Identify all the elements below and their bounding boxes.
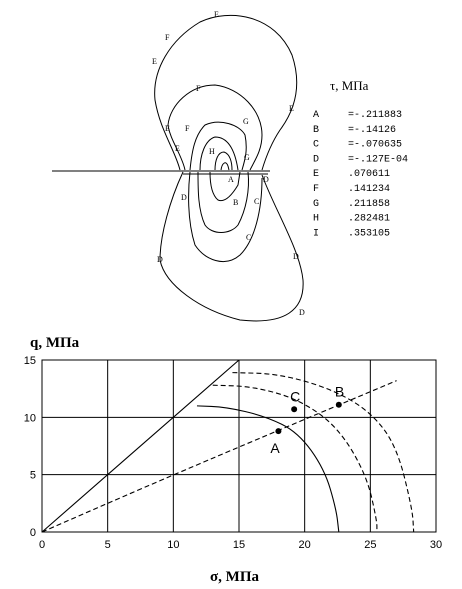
- failure-envelope-chart: [0, 325, 462, 589]
- legend-key: I: [313, 228, 320, 240]
- y-tick-label: 5: [29, 469, 36, 482]
- contour-label-d-right: D: [263, 175, 269, 184]
- contour-label-d-outer-bottom: D: [299, 308, 305, 317]
- legend-key: F: [313, 184, 320, 195]
- contour-label-f-inner: F: [185, 124, 190, 133]
- legend-key: H: [313, 213, 320, 225]
- contour-label-e-right: E: [289, 104, 294, 113]
- contour-label-g-right: G: [243, 117, 249, 126]
- point-b: [336, 402, 342, 408]
- legend-value: .141234: [348, 184, 391, 195]
- legend-key: C: [313, 139, 320, 151]
- chart-series: [42, 360, 414, 532]
- contour-label-a-center: A: [228, 175, 234, 184]
- y-tick-label: 15: [23, 355, 36, 367]
- contour-label-d-outer-right: D: [293, 252, 299, 261]
- legend-value: =-.070635: [348, 139, 403, 151]
- chart-ticks: [24, 355, 442, 551]
- contour-label-f-mid: F: [196, 84, 201, 93]
- series-line-3: [197, 406, 339, 532]
- contour-label-b-center: B: [233, 198, 239, 207]
- legend-value: .211858: [348, 198, 391, 210]
- contour-label-g-low: G: [244, 153, 250, 162]
- point-label-b: B: [334, 383, 345, 400]
- contour-label-e-left: E: [152, 57, 157, 66]
- x-tick-label: 0: [38, 539, 46, 551]
- x-tick-label: 10: [167, 539, 180, 551]
- contour-label-c-right: C: [254, 197, 260, 206]
- legend-key: G: [313, 198, 320, 210]
- legend-title: τ, МПа: [330, 78, 369, 93]
- y-tick-label: 0: [29, 527, 36, 539]
- contour-line-f: [190, 122, 246, 170]
- contour-line-g: [200, 137, 238, 170]
- contour-line-c: [189, 172, 262, 262]
- contour-label-f-top: F: [165, 33, 170, 42]
- x-tick-label: 15: [232, 539, 246, 551]
- point-c: [291, 406, 297, 412]
- series-line-2: [42, 381, 397, 532]
- x-tick-label: 30: [429, 539, 443, 551]
- contour-line-b: [198, 172, 249, 233]
- x-tick-label: 5: [104, 539, 111, 551]
- legend-value: =-.127E-04: [348, 154, 409, 166]
- legend-key: E: [313, 169, 320, 181]
- series-line-1: [42, 360, 239, 532]
- x-axis-title: σ, МПа: [210, 569, 259, 585]
- contour-legend: [313, 110, 408, 239]
- contour-label-h: H: [209, 147, 215, 156]
- contour-label-e-low: E: [175, 144, 180, 153]
- y-tick-label: 10: [23, 412, 36, 425]
- legend-value: .070611: [348, 169, 391, 181]
- series-line-5: [232, 373, 413, 532]
- legend-value: .282481: [348, 213, 391, 225]
- contour-label-e-inner: E: [165, 124, 170, 133]
- legend-key: D: [313, 154, 320, 166]
- point-label-a: A: [270, 440, 280, 457]
- legend-key: B: [313, 124, 320, 136]
- legend-value: =-.14126: [348, 124, 397, 136]
- contour-line-a: [210, 172, 240, 201]
- contour-line-h: [215, 152, 232, 170]
- legend-value: =-.211883: [348, 110, 403, 121]
- x-tick-label: 25: [364, 539, 377, 551]
- legend-value: .353105: [348, 228, 391, 240]
- contour-label-d-outer-left: D: [157, 255, 163, 264]
- point-label-c: C: [290, 388, 301, 405]
- contour-label-d-left: D: [181, 193, 187, 202]
- x-tick-label: 20: [298, 539, 311, 551]
- point-a: [275, 428, 281, 434]
- contour-label-c-low: C: [246, 233, 252, 242]
- legend-key: A: [313, 110, 320, 121]
- contour-line-i: [221, 163, 229, 170]
- y-axis-title: q, МПа: [30, 335, 80, 351]
- contour-label-e-top: E: [214, 10, 219, 19]
